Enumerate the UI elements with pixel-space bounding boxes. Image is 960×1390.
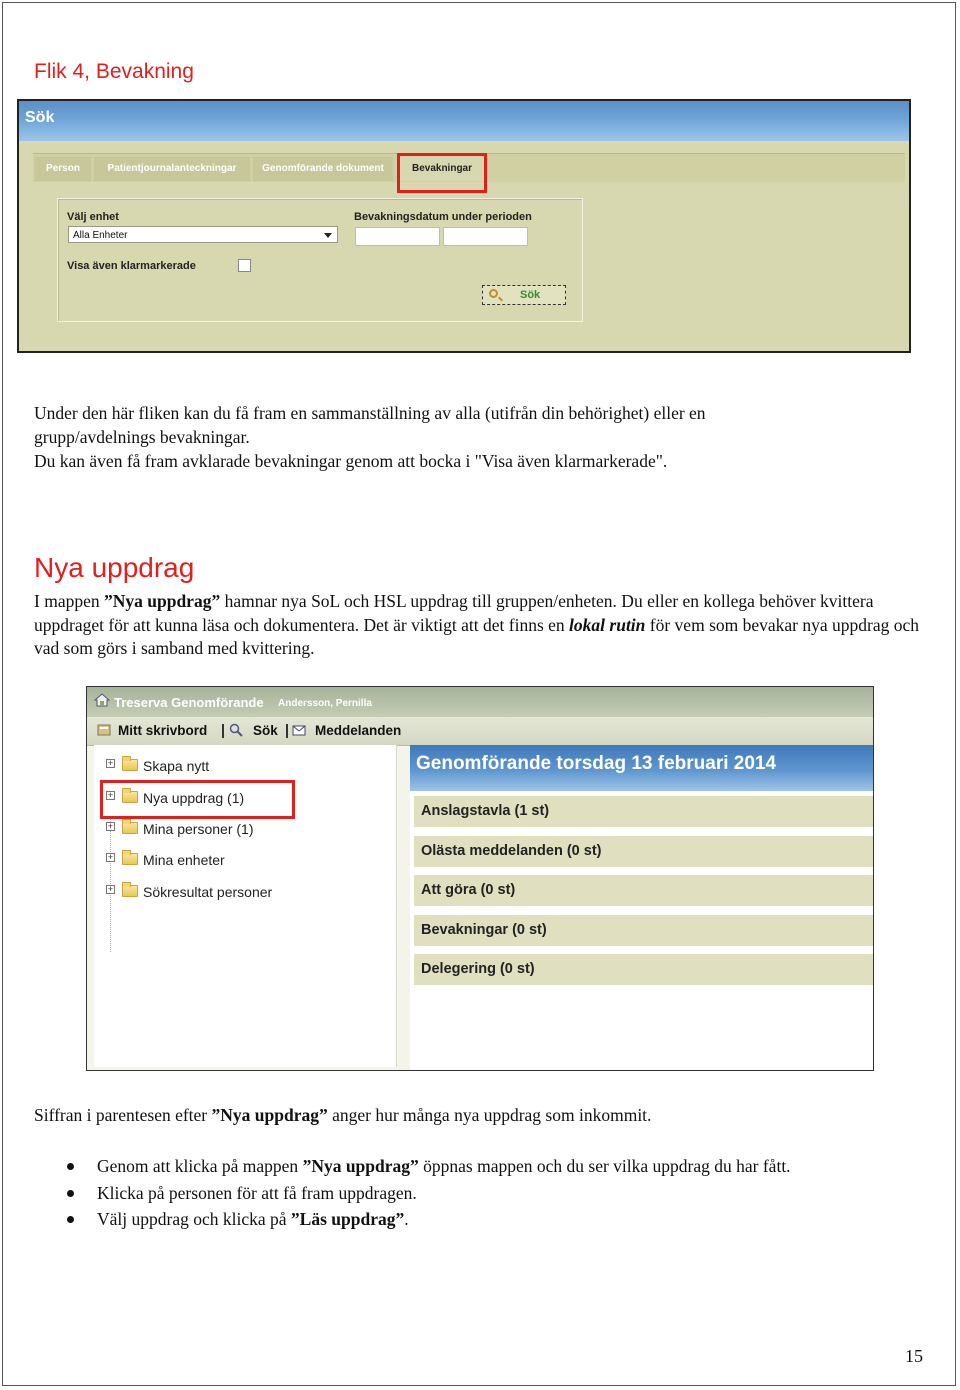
folder-icon	[122, 853, 138, 865]
app-user: Andersson, Pernilla	[278, 698, 372, 709]
tree-item-label: Nya uppdrag (1)	[143, 790, 245, 806]
list-item	[34, 1180, 934, 1207]
content-header-title: Genomförande torsdag 13 februari 2014	[416, 753, 777, 774]
tree-item-mina-personer[interactable]	[94, 820, 394, 840]
datum-label: Bevakningsdatum under perioden	[354, 211, 532, 223]
bullet-3-bold: ”Läs uppdrag”	[290, 1209, 405, 1229]
message-icon	[292, 723, 306, 737]
section-delegering[interactable]	[414, 954, 873, 987]
bullet-2-text: Klicka på personen för att få fram uppdragen.	[97, 1182, 417, 1203]
section-olasta-meddelanden[interactable]	[414, 836, 873, 869]
expand-icon[interactable]: +	[107, 884, 114, 894]
page-number: 15	[905, 1346, 923, 1366]
desk-icon	[97, 723, 111, 737]
expand-icon[interactable]: +	[107, 821, 114, 831]
tree-item-label: Mina enheter	[143, 852, 225, 868]
nya-para-bold: ”Nya uppdrag”	[103, 591, 221, 611]
home-icon[interactable]	[94, 693, 110, 707]
tree-item-label: Skapa nytt	[143, 758, 210, 774]
nya-uppdrag-highlight-frame	[100, 780, 295, 819]
tree-item-label: Sökresultat personer	[143, 884, 273, 900]
date-from-input[interactable]	[355, 227, 440, 246]
expand-icon[interactable]: +	[107, 790, 114, 800]
section-heading-bevakning: Flik 4, Bevakning	[34, 60, 194, 83]
search-icon	[229, 723, 243, 737]
section-label: Delegering (0 st)	[421, 961, 535, 977]
visa-klarmarkerade-checkbox[interactable]	[238, 259, 251, 272]
section-heading-nya-uppdrag: Nya uppdrag	[34, 552, 195, 583]
date-to-input[interactable]	[443, 227, 528, 246]
search-button[interactable]	[482, 285, 566, 305]
list-item	[34, 1206, 934, 1233]
bullet-1-text-end: öppnas mappen och du ser vilka uppdrag du har fått.	[418, 1156, 791, 1176]
search-window-screenshot	[17, 99, 911, 353]
tab-highlight-frame	[397, 153, 487, 193]
list-item	[34, 1153, 934, 1180]
section-bevakningar[interactable]	[414, 915, 873, 948]
app-titlebar	[87, 687, 873, 717]
enhet-select[interactable]	[68, 226, 338, 243]
nya-para-lokal-rutin: lokal rutin	[569, 614, 646, 635]
tab-patientjournal[interactable]: Patientjournalanteckningar	[94, 157, 250, 181]
intro-line-1: Under den här fliken kan du få fram en sammanställning av alla (utifrån din behörighet) eller en	[34, 403, 706, 423]
app-menubar	[87, 717, 873, 746]
visa-klarmarkerade-label: Visa även klarmarkerade	[67, 260, 196, 272]
search-button-label: Sök	[520, 289, 541, 301]
valj-enhet-label: Välj enhet	[67, 211, 119, 223]
menu-meddelanden[interactable]: Meddelanden	[315, 723, 402, 738]
tab-bevakningar[interactable]: Bevakningar	[397, 157, 487, 181]
menu-mitt-skrivbord[interactable]: Mitt skrivbord	[118, 723, 208, 738]
instruction-list	[34, 1153, 934, 1233]
siffran-text-1: Siffran i parentesen efter	[34, 1105, 212, 1125]
bullet-3-text-end: .	[404, 1209, 409, 1229]
search-window-titlebar	[19, 101, 909, 141]
bullet-1-bold: ”Nya uppdrag”	[302, 1156, 419, 1176]
folder-icon	[122, 759, 138, 771]
search-icon	[489, 289, 498, 298]
menu-separator	[286, 724, 288, 738]
section-anslagstavla[interactable]	[414, 796, 873, 829]
tree-item-sokresultat-personer[interactable]	[94, 883, 394, 903]
menu-separator	[222, 724, 224, 738]
tree-item-mina-enheter[interactable]	[94, 851, 394, 871]
folder-icon	[122, 822, 138, 834]
section-label: Att göra (0 st)	[421, 882, 516, 898]
siffran-text-2: anger hur många nya uppdrag som inkommit.	[327, 1105, 652, 1125]
tree-item-label: Mina personer (1)	[143, 821, 254, 837]
expand-icon[interactable]: +	[107, 758, 114, 768]
treserva-screenshot	[86, 686, 874, 1071]
siffran-paragraph	[34, 1103, 651, 1127]
bullet-3-text: Välj uppdrag och klicka på	[97, 1209, 291, 1229]
expand-icon[interactable]: +	[107, 852, 114, 862]
enhet-select-value: Alla Enheter	[73, 230, 128, 241]
intro-line-3: Du kan även få fram avklarade bevakningar genom att bocka i "Visa även klarmarkerade".	[34, 451, 668, 471]
search-window-title: Sök	[25, 109, 55, 126]
section-att-gora[interactable]	[414, 875, 873, 908]
menu-sok[interactable]: Sök	[253, 723, 278, 738]
bullet-1-text: Genom att klicka på mappen	[97, 1156, 303, 1176]
nya-para-text-1: I mappen	[34, 591, 104, 611]
folder-icon	[122, 885, 138, 897]
section-label: Olästa meddelanden (0 st)	[421, 843, 602, 859]
tree-item-skapa-nytt[interactable]	[94, 757, 394, 777]
section-label: Anslagstavla (1 st)	[421, 803, 550, 819]
app-title: Treserva Genomförande	[114, 695, 264, 710]
nya-para-text-3: för vem som bevakar nya uppdrag och vad som görs i samband med kvittering.	[34, 614, 919, 658]
section-label: Bevakningar (0 st)	[421, 922, 547, 938]
nya-uppdrag-paragraph	[34, 590, 934, 661]
tab-person[interactable]: Person	[35, 157, 91, 181]
chevron-down-icon	[324, 233, 332, 238]
intro-line-2: grupp/avdelnings bevakningar.	[34, 427, 250, 447]
siffran-bold: ”Nya uppdrag”	[211, 1105, 328, 1125]
tab-genomforande-dokument[interactable]: Genomförande dokument	[253, 157, 393, 181]
nya-para-text-2: hamnar nya SoL och HSL uppdrag till gruppen/enheten. Du eller en kollega behöver kvittera uppdraget för att kunna läsa och dokumentera. Det är viktigt att det finns en	[34, 591, 874, 635]
content-header	[410, 745, 874, 791]
